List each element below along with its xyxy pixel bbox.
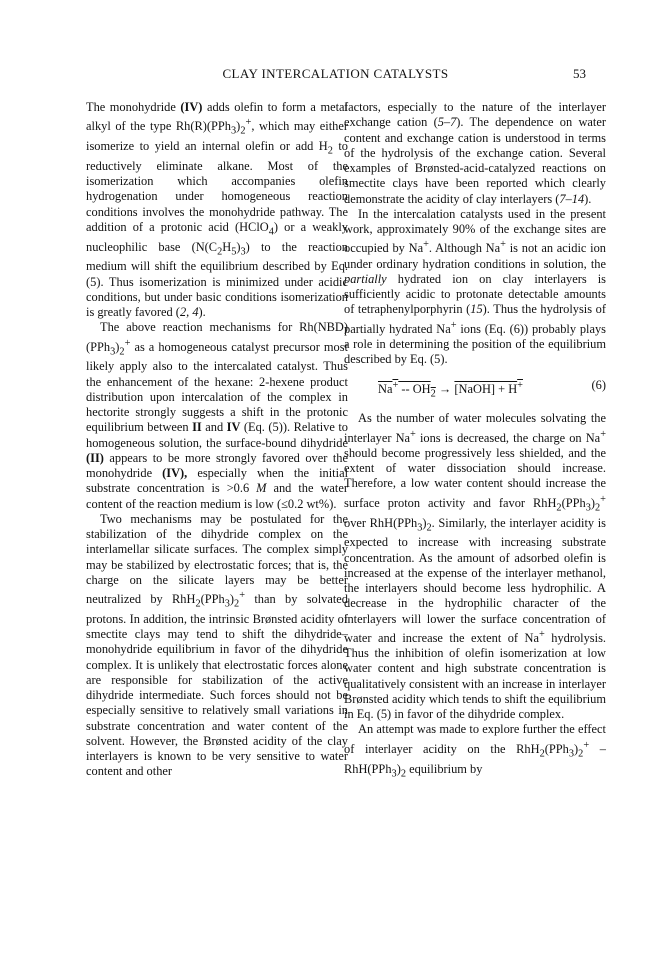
equation-6 bbox=[344, 378, 606, 402]
left-paragraph-2: The above reaction mechanisms for $Rh(NBD)(PPh_3)_2^+$ as a homogeneous catalyst precursor most likely apply also to the intercalated catalyst. Thus the enhancement of the hexane: 2-hexene product distribution upon intercalation of the complex in hectorite strongly suggests a shift in the protonic equilibrium between II and IV (Eq. (5)). Relative to homogeneous solution, the surface-bound dihydride (II) appears to be more strongly favored over the monohydride (IV), especially when the initial substrate concentration is >0.6 M and the water content of the reaction medium is low (≤0.2 wt%). bbox=[86, 320, 349, 511]
right-bottom-paragraph-1: As the number of water molecules solvating the interlayer Na+ ions is decreased, the charge on Na+ should become progressively less shielded, and the extent of water dissociation should increase. Therefore, a low water content should increase the surface proton activity and favor $RhH_2(PPh_3)_2^+$ over $RhH(PPh_3)_2$. Similarly, the interlayer acidity is expected to increase with increasing substrate concentration. As the amount of adsorbed olefin is increased at the expense of the interlayer methanol, the interlayers should become less hydrophilic. A decrease in the hydrophilic character of the interlayers will lower the surface concentration of water and increase the extent of Na+ hydrolysis. Thus the inhibition of olefin isomerization at low water content and high substrate concentration is qualitatively consistent with an increase in interlayer Brønsted acidity which tends to shift the equilibrium in Eq. (5) in favor of the dihydride complex. bbox=[344, 411, 607, 722]
left-paragraph-1: The monohydride (IV) adds olefin to form a metal alkyl of the type $Rh(R)(PPh_3)_2^+$, which may either isomerize to yield an internal olefin or add $H_2$ to reductively eliminate alkane. Most of the isomerization which accompanies olefin hydrogenation under homogeneous reaction conditions involves the monohydride pathway. The addition of a protonic acid (HClO$_4$) or a weakly nucleophilic base $(N(C_2H_5)_3)$ to the reaction medium will shift the equilibrium described by Eq. (5). Thus isomerization is minimized under acidic conditions, but under basic conditions isomerization is greatly favored (2, 4). bbox=[86, 100, 348, 319]
equation-body bbox=[378, 378, 523, 402]
equation-number: (6) bbox=[591, 377, 606, 392]
page-number: 53 bbox=[573, 66, 586, 81]
right-column-top bbox=[344, 100, 606, 368]
running-header bbox=[0, 66, 671, 86]
equation-arrow: → bbox=[438, 381, 455, 396]
running-title: CLAY INTERCALATION CATALYSTS bbox=[222, 66, 449, 81]
right-bottom-paragraph-2: An attempt was made to explore further the effect of interlayer acidity on the $RhH_2(PPh_3)_2^+ - RhH(PPh_3)_2$ equilibrium by bbox=[344, 722, 606, 779]
left-text-column bbox=[86, 100, 348, 780]
equation-lhs: $Na^+ -- OH_2$ bbox=[378, 379, 436, 400]
right-top-paragraph-2: In the intercalation catalysts used in the present work, approximately 90% of the exchange sites are occupied by Na+. Although Na+ is not an acidic ion under ordinary hydration conditions in solution, the partially hydrated ion on clay interlayers is sufficiently acidic to protonate detectable amounts of tetraphenylporphyrin (15). Thus the hydrolysis of partially hydrated Na+ ions (Eq. (6)) probably plays a role in determining the position of the equilibrium described by Eq. (5). bbox=[344, 206, 606, 367]
equation-rhs: [NaOH] + H+ bbox=[454, 379, 523, 396]
left-paragraph-3: Two mechanisms may be postulated for the stabilization of the dihydride complex on the interlamellar silicate surfaces. The complex simply may be stabilized by electrostatic forces; that is, the charge on the silicate layers may be better neutralized by $RhH_2(PPh_3)_2^+$ than by solvated protons. In addition, the intrinsic Brønsted acidity of smectite clays may tend to shift the dihydride–monohydride equilibrium in favor of the dihydride complex. It is unlikely that electrostatic forces alone are responsible for stabilization of the active dihydride intermediate. Such forces should not be especially sensitive to relatively small variations in substrate concentration and water content of the solvent. However, the Brønsted acidity of the clay interlayers is known to be very sensitive to water content and other bbox=[86, 511, 348, 779]
right-text-column bbox=[344, 100, 606, 781]
right-column-bottom bbox=[344, 411, 606, 781]
right-top-paragraph-1: factors, especially to the nature of the interlayer exchange cation (5–7). The dependence on water content and exchange cation is understood in terms of the hydrolysis of the exchange cation. Several examples of Brønsted-acid-catalyzed reactions on smectite clays have been reported which clearly demonstrate the acidity of clay interlayers (7–14). bbox=[344, 100, 606, 206]
